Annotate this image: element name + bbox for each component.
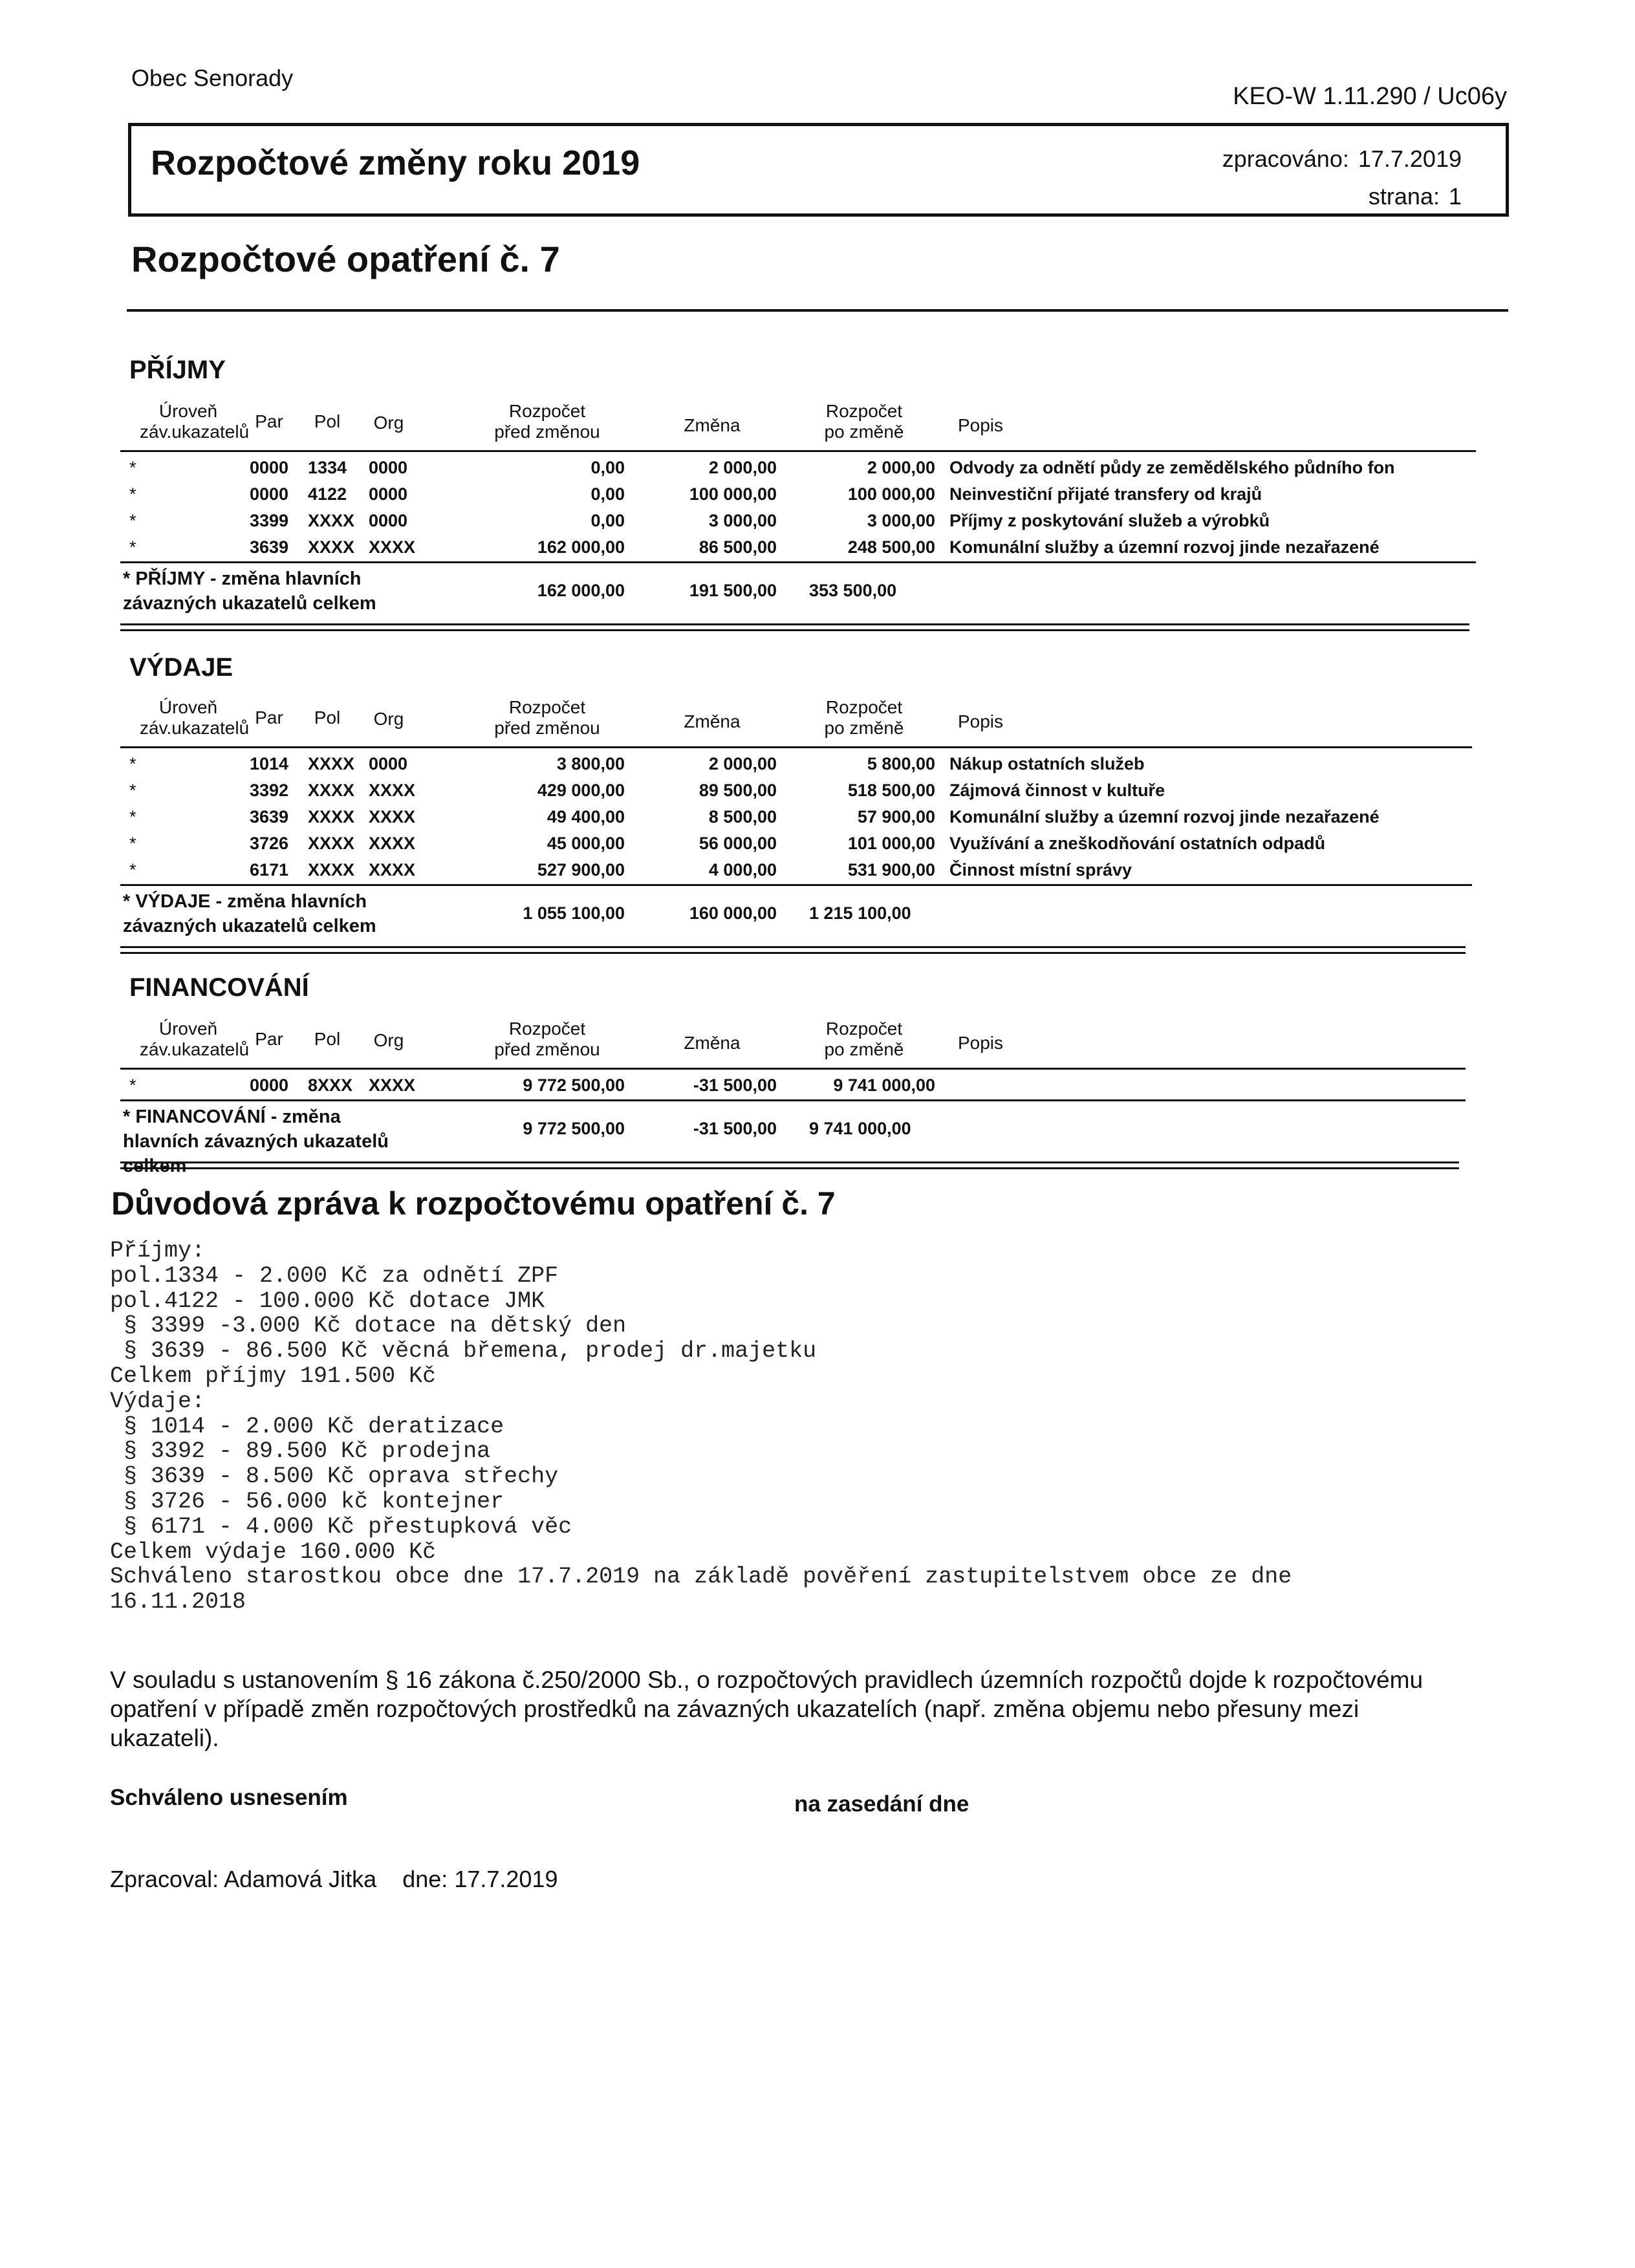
col-before-header <box>470 697 625 739</box>
total-before: 1 055 100,00 <box>523 903 625 923</box>
col-desc-header-line: Popis <box>957 1033 1004 1053</box>
col-after-header-line: po změně <box>824 718 904 738</box>
cell-lvl: * <box>129 860 136 880</box>
cell-before: 3 800,00 <box>556 754 625 773</box>
col-after-header-line: Rozpočet <box>825 697 903 717</box>
processed-date: 17.7.2019 <box>1358 146 1462 172</box>
col-desc-header-line: Popis <box>957 415 1004 435</box>
rows-rule <box>120 1099 1466 1101</box>
report-meta <box>1222 140 1462 215</box>
col-change-header <box>657 415 767 436</box>
total-label: * VÝDAJE - změna hlavních závazných ukazatelů celkem <box>123 891 376 936</box>
table-row <box>120 754 1476 783</box>
col-par-header <box>250 1029 288 1050</box>
organization-name: Obec Senorady <box>131 65 294 91</box>
col-before-header-line: Rozpočet <box>508 401 586 421</box>
col-level-header-line: záv.ukazatelů <box>140 718 250 738</box>
cell-org: 0000 <box>369 484 408 504</box>
cell-par: 3639 <box>250 807 289 826</box>
col-org-header-line: Org <box>373 413 404 433</box>
cell-lvl: * <box>129 458 136 477</box>
cell-org: 0000 <box>369 754 408 773</box>
cell-change: 56 000,00 <box>698 834 777 853</box>
table-row <box>120 781 1476 809</box>
justification-line: pol.4122 - 100.000 Kč dotace JMK <box>110 1288 545 1314</box>
cell-before: 527 900,00 <box>537 860 625 880</box>
cell-after: 3 000,00 <box>867 511 935 530</box>
cell-pol: 4122 <box>308 484 347 504</box>
cell-after: 101 000,00 <box>847 834 935 853</box>
cell-par: 3399 <box>250 511 289 530</box>
col-level-header <box>140 401 250 442</box>
justification-line: § 3399 -3.000 Kč dotace na dětský den <box>110 1313 627 1339</box>
cell-par: 0000 <box>250 484 289 504</box>
cell-after: 9 741 000,00 <box>833 1075 935 1095</box>
col-before-header-line: před změnou <box>494 718 600 738</box>
cell-par: 0000 <box>250 1075 289 1095</box>
col-level-header-line: Úroveň <box>158 401 218 421</box>
col-desc-header <box>942 1033 1019 1053</box>
justification-line: 16.11.2018 <box>110 1589 246 1615</box>
col-org-header-line: Org <box>373 709 404 729</box>
col-before-header-line: před změnou <box>494 422 600 442</box>
total-after: 9 741 000,00 <box>809 1119 911 1138</box>
col-level-header-line: Úroveň <box>158 1019 218 1039</box>
col-before-header-line: před změnou <box>494 1039 600 1059</box>
table-row <box>120 511 1476 539</box>
col-change-header-line: Změna <box>684 1033 741 1053</box>
cell-desc: Příjmy z poskytování služeb a výrobků <box>949 511 1270 530</box>
justification-line: § 6171 - 4.000 Kč přestupková věc <box>110 1513 572 1540</box>
col-after-header-line: po změně <box>824 1039 904 1059</box>
justification-line: pol.1334 - 2.000 Kč za odnětí ZPF <box>110 1262 559 1289</box>
cell-lvl: * <box>129 807 136 826</box>
col-org-header-line: Org <box>373 1030 404 1050</box>
col-level-header-line: záv.ukazatelů <box>140 422 250 442</box>
expenses-title: VÝDAJE <box>129 653 233 682</box>
page-label: strana: <box>1368 183 1440 210</box>
col-org-header <box>366 1030 411 1051</box>
table-row <box>120 807 1476 836</box>
cell-change: 3 000,00 <box>708 511 777 530</box>
col-pol-header-line: Pol <box>314 707 341 728</box>
col-par-header <box>250 411 288 432</box>
cell-pol: XXXX <box>308 834 355 853</box>
income-title: PŘÍJMY <box>129 356 226 384</box>
cell-change: -31 500,00 <box>693 1075 777 1095</box>
col-before-header-line: Rozpočet <box>508 697 586 717</box>
cell-par: 6171 <box>250 860 289 880</box>
col-before-header <box>470 401 625 442</box>
cell-before: 0,00 <box>590 484 625 504</box>
cell-before: 429 000,00 <box>537 781 625 800</box>
col-par-header-line: Par <box>255 1029 283 1049</box>
justification-text <box>110 1238 1520 1615</box>
prepared-line <box>110 1866 558 1893</box>
cell-change: 86 500,00 <box>698 537 777 557</box>
col-desc-header-line: Popis <box>957 711 1004 731</box>
cell-par: 1014 <box>250 754 289 773</box>
col-level-header-line: Úroveň <box>158 697 218 717</box>
financing-title: FINANCOVÁNÍ <box>129 973 309 1002</box>
col-org-header <box>366 709 411 729</box>
justification-line: § 1014 - 2.000 Kč deratizace <box>110 1413 504 1440</box>
cell-before: 49 400,00 <box>547 807 625 826</box>
table-row <box>120 484 1476 513</box>
justification-line: § 3726 - 56.000 kč kontejner <box>110 1488 504 1515</box>
cell-lvl: * <box>129 484 136 504</box>
cell-change: 89 500,00 <box>698 781 777 800</box>
cell-desc: Komunální služby a územní rozvoj jinde nezařazené <box>949 537 1380 557</box>
total-before: 162 000,00 <box>537 581 625 600</box>
divider <box>127 309 1508 312</box>
cell-after: 100 000,00 <box>847 484 935 504</box>
cell-par: 3392 <box>250 781 289 800</box>
col-level-header <box>140 1019 250 1060</box>
col-change-header <box>657 711 767 732</box>
cell-desc: Využívání a zneškodňování ostatních odpadů <box>949 834 1326 853</box>
col-level-header-line: záv.ukazatelů <box>140 1039 250 1059</box>
cell-lvl: * <box>129 1075 136 1095</box>
cell-before: 9 772 500,00 <box>523 1075 625 1095</box>
justification-line: Příjmy: <box>110 1238 206 1264</box>
cell-desc: Neinvestiční přijaté transfery od krajů <box>949 484 1262 504</box>
processed-label: zpracováno: <box>1222 146 1349 172</box>
cell-after: 5 800,00 <box>867 754 935 773</box>
cell-change: 4 000,00 <box>708 860 777 880</box>
header-rule <box>120 746 1472 748</box>
cell-before: 162 000,00 <box>537 537 625 557</box>
total-change: 160 000,00 <box>689 903 777 923</box>
col-pol-header <box>308 707 347 728</box>
col-par-header <box>250 707 288 728</box>
justification-line: Výdaje: <box>110 1388 206 1414</box>
cell-par: 0000 <box>250 458 289 477</box>
total-before: 9 772 500,00 <box>523 1119 625 1138</box>
cell-after: 2 000,00 <box>867 458 935 477</box>
col-level-header <box>140 697 250 739</box>
header-box <box>128 123 1509 217</box>
total-label: * FINANCOVÁNÍ - změna hlavních závazných ukazatelů celkem <box>123 1107 389 1176</box>
col-change-header <box>657 1033 767 1053</box>
total-after: 1 215 100,00 <box>809 903 911 923</box>
approved-label: Schváleno usnesením <box>110 1785 348 1810</box>
cell-after: 248 500,00 <box>847 537 935 557</box>
table-row <box>120 834 1476 862</box>
total-change: 191 500,00 <box>689 581 777 600</box>
col-change-header-line: Změna <box>684 415 741 435</box>
report-title: Rozpočtové změny roku 2019 <box>151 144 640 182</box>
measure-title: Rozpočtové opatření č. 7 <box>131 239 560 279</box>
col-par-header-line: Par <box>255 707 283 728</box>
cell-desc: Činnost místní správy <box>949 860 1132 880</box>
col-pol-header <box>308 411 347 432</box>
cell-change: 2 000,00 <box>708 754 777 773</box>
justification-line: Celkem příjmy 191.500 Kč <box>110 1363 437 1389</box>
cell-after: 57 900,00 <box>857 807 935 826</box>
col-after-header-line: Rozpočet <box>825 1019 903 1039</box>
cell-pol: XXXX <box>308 537 355 557</box>
cell-pol: 8XXX <box>308 1075 353 1095</box>
page-number: 1 <box>1448 183 1462 210</box>
cell-pol: XXXX <box>308 807 355 826</box>
cell-org: XXXX <box>369 537 416 557</box>
col-before-header-line: Rozpočet <box>508 1019 586 1039</box>
legal-text: V souladu s ustanovením § 16 zákona č.250/2000 Sb., o rozpočtových pravidlech územních rozpočtů dojde k rozpočtovému opatření v případě změn rozpočtových prostředků na závazných ukazatelích (např. změna objemu nebo přesuny mezi ukazateli). <box>110 1667 1424 1751</box>
col-after-header-line: Rozpočet <box>825 401 903 421</box>
justification-line: § 3392 - 89.500 Kč prodejna <box>110 1438 491 1465</box>
total-change: -31 500,00 <box>693 1119 777 1138</box>
col-after-header <box>793 1019 935 1060</box>
col-after-header <box>793 401 935 442</box>
cell-change: 2 000,00 <box>708 458 777 477</box>
cell-after: 518 500,00 <box>847 781 935 800</box>
cell-lvl: * <box>129 511 136 530</box>
rows-rule <box>120 561 1476 563</box>
cell-pol: 1334 <box>308 458 347 477</box>
table-row <box>120 458 1476 486</box>
cell-org: XXXX <box>369 860 416 880</box>
justification-line: § 3639 - 8.500 Kč oprava střechy <box>110 1463 559 1490</box>
cell-org: XXXX <box>369 781 416 800</box>
cell-par: 3639 <box>250 537 289 557</box>
prepared-by: Adamová Jitka <box>224 1866 377 1892</box>
document-code: KEO-W 1.11.290 / Uc06y <box>1233 83 1507 110</box>
col-desc-header <box>942 415 1019 436</box>
col-pol-header-line: Pol <box>314 411 341 431</box>
cell-org: 0000 <box>369 511 408 530</box>
col-pol-header <box>308 1029 347 1050</box>
header-rule <box>120 450 1476 452</box>
cell-desc: Komunální služby a územní rozvoj jinde nezařazené <box>949 807 1380 826</box>
col-par-header-line: Par <box>255 411 283 431</box>
cell-lvl: * <box>129 781 136 800</box>
col-after-header-line: po změně <box>824 422 904 442</box>
rows-rule <box>120 884 1472 886</box>
cell-before: 0,00 <box>590 511 625 530</box>
cell-pol: XXXX <box>308 754 355 773</box>
cell-change: 8 500,00 <box>708 807 777 826</box>
section-end-rule <box>120 946 1466 954</box>
section-end-rule <box>120 623 1469 631</box>
cell-org: XXXX <box>369 834 416 853</box>
col-desc-header <box>942 711 1019 732</box>
cell-desc: Zájmová činnost v kultuře <box>949 781 1165 800</box>
header-rule <box>120 1068 1466 1070</box>
meeting-label: na zasedání dne <box>794 1791 969 1817</box>
cell-org: XXXX <box>369 1075 416 1095</box>
justification-line: § 3639 - 86.500 Kč věcná břemena, prodej dr.majetku <box>110 1338 817 1365</box>
total-label: * PŘÍJMY - změna hlavních závazných ukazatelů celkem <box>123 568 376 614</box>
col-change-header-line: Změna <box>684 711 741 731</box>
cell-after: 531 900,00 <box>847 860 935 880</box>
cell-pol: XXXX <box>308 511 355 530</box>
justification-line: Celkem výdaje 160.000 Kč <box>110 1539 437 1565</box>
cell-desc: Odvody za odnětí půdy ze zemědělského půdního fon <box>949 458 1395 477</box>
cell-lvl: * <box>129 834 136 853</box>
section-end-rule <box>120 1161 1459 1169</box>
justification-line: Schváleno starostkou obce dne 17.7.2019 na základě pověření zastupitelstvem obce ze dne <box>110 1564 1292 1590</box>
cell-change: 100 000,00 <box>689 484 777 504</box>
cell-org: 0000 <box>369 458 408 477</box>
justification-title: Důvodová zpráva k rozpočtovému opatření č. 7 <box>111 1185 836 1222</box>
cell-before: 45 000,00 <box>547 834 625 853</box>
cell-lvl: * <box>129 754 136 773</box>
col-org-header <box>366 413 411 433</box>
date-label: dne: <box>402 1866 448 1892</box>
col-after-header <box>793 697 935 739</box>
cell-before: 0,00 <box>590 458 625 477</box>
prepared-date: 17.7.2019 <box>454 1866 558 1892</box>
cell-desc: Nákup ostatních služeb <box>949 754 1145 773</box>
cell-lvl: * <box>129 537 136 557</box>
col-before-header <box>470 1019 625 1060</box>
total-after: 353 500,00 <box>809 581 897 600</box>
cell-par: 3726 <box>250 834 289 853</box>
cell-pol: XXXX <box>308 860 355 880</box>
prepared-label: Zpracoval: <box>110 1866 219 1892</box>
cell-pol: XXXX <box>308 781 355 800</box>
cell-org: XXXX <box>369 807 416 826</box>
col-pol-header-line: Pol <box>314 1029 341 1049</box>
